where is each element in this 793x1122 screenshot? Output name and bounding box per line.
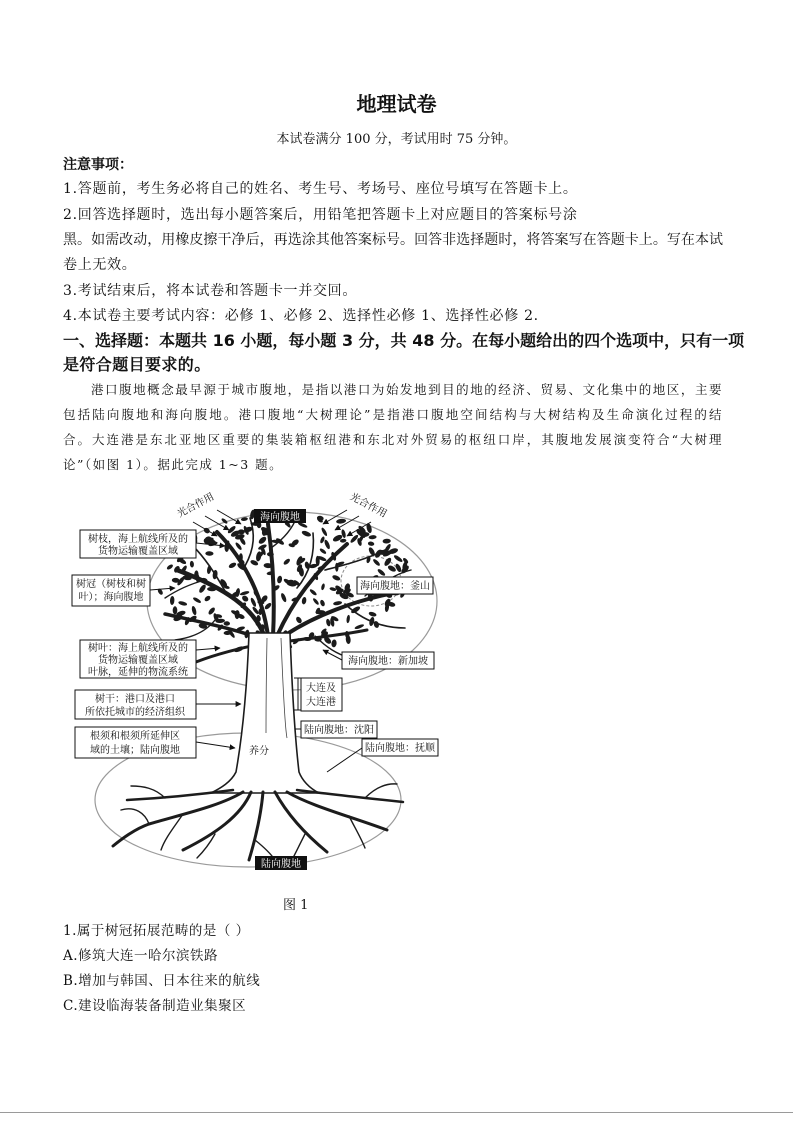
leaf: [368, 535, 376, 540]
leaf: [166, 563, 174, 570]
tree-trunk: [211, 633, 319, 793]
leaf: [238, 529, 245, 534]
leaf: [170, 596, 175, 605]
leaf: [250, 597, 257, 607]
section-heading-line-2: 是符合题目要求的。: [63, 355, 211, 374]
dalian-label-box: [301, 678, 342, 711]
leaf: [393, 554, 403, 563]
roots-label-line-1: 根须和根须所延伸区: [90, 731, 180, 742]
leaf: [372, 558, 381, 567]
crown-label-box: [72, 575, 150, 606]
leaf-label-line-2: 货物运输覆盖区域: [98, 655, 178, 666]
leaf-label-line-3: 叶脉，延伸的物流系统: [88, 667, 188, 678]
leaf: [257, 535, 267, 545]
notice-line-6: 4.本试卷主要考试内容：必修 1、必修 2、选择性必修 1、选择性必修 2.: [63, 308, 539, 324]
sunlight-arrow: [217, 510, 241, 524]
fushun-label: 陆向腹地：抚顺: [365, 743, 435, 754]
leaf: [301, 597, 307, 605]
leaf: [228, 561, 237, 569]
leaf: [264, 602, 273, 611]
leaf: [368, 611, 377, 617]
question-1-stem: 1.属于树冠拓展范畴的是（ ）: [63, 923, 250, 939]
leaf: [191, 606, 197, 616]
passage-line-3: 合。大连港是东北亚地区重要的集装箱枢纽港和东北对外贸易的枢纽口岸，其腹地发展演变符合“大树理: [63, 432, 723, 447]
dalian-label-line-2: 大连港: [306, 697, 336, 708]
leaf: [382, 538, 390, 543]
leaf: [319, 599, 325, 607]
leaf: [280, 592, 287, 602]
singapore-label: 海向腹地：新加坡: [348, 656, 428, 667]
section-heading-line-1: 一、选择题：本题共 16 小题，每小题 3 分，共 48 分。在每小题给出的四个选项中，只有一项: [63, 331, 745, 350]
leaf: [354, 623, 364, 630]
passage-line-4: 论”（如图 1）。据此完成 1~3 题。: [63, 457, 284, 472]
land-hinterland-bottom-tag: [255, 856, 307, 870]
shenyang-label-box: [301, 721, 377, 738]
question-1-option-c: C.建设临海装备制造业集聚区: [63, 998, 247, 1014]
leaf: [204, 595, 212, 603]
fushun-label-box: [362, 739, 438, 756]
leaf: [205, 551, 213, 556]
leaf: [319, 548, 327, 555]
branch-label-line-2: 货物运输覆盖区域: [98, 546, 178, 557]
branch-label-line-1: 树枝，海上航线所及的: [88, 534, 188, 545]
singapore-label-box: [342, 652, 434, 669]
roots-label-line-2: 域的土壤；陆向腹地: [90, 745, 180, 756]
leaf: [323, 539, 331, 550]
land-hinterland-bottom-label: 陆向腹地: [261, 859, 301, 870]
notice-line-4: 卷上无效。: [63, 257, 137, 273]
photosynthesis-left-label: 光合作用: [175, 491, 217, 521]
leaf-label-box: [80, 640, 196, 678]
busan-label-box: [357, 577, 433, 594]
leaf: [301, 530, 312, 538]
crown-label-line-1: 树冠（树枝和树: [76, 579, 146, 590]
leaf: [319, 536, 325, 544]
leaf: [198, 584, 207, 594]
photosynthesis-right-label: 光合作用: [347, 491, 389, 521]
leaf: [241, 594, 250, 602]
figure-caption: 图 1: [283, 898, 309, 913]
leaf: [233, 645, 244, 653]
leaf: [234, 542, 242, 551]
exam-subtitle: 本试卷满分 100 分，考试用时 75 分钟。: [276, 132, 517, 147]
sea-hinterland-top-tag: [254, 509, 306, 523]
question-1-option-a: A.修筑大连一哈尔滨铁路: [63, 948, 219, 964]
leaf: [332, 574, 341, 581]
notice-line-2: 2.回答选择题时，选出每小题答案后，用铅笔把答题卡上对应题目的答案标号涂: [63, 207, 578, 223]
trunk-label-box: [75, 690, 196, 719]
notice-heading: 注意事项：: [63, 157, 133, 173]
passage-line-2: 包括陆向腹地和海向腹地。港口腹地“大树理论”是指港口腹地空间结构与大树结构及生命演化过程的结: [63, 407, 723, 422]
leaf: [192, 596, 201, 604]
leaf: [331, 639, 337, 647]
leaf: [312, 597, 320, 605]
leaf: [336, 518, 346, 524]
leaf-label-line-1: 树叶：海上航线所及的: [88, 643, 188, 654]
port-hinterland-tree-diagram: [65, 488, 445, 880]
notice-line-1: 1.答题前，考生务必将自己的姓名、考生号、考场号、座位号填写在答题卡上。: [63, 181, 578, 197]
leaf: [224, 621, 230, 625]
passage-line-1: 港口腹地概念最早源于城市腹地，是指以港口为始发地到目的地的经济、贸易、文化集中的地区，主要: [91, 382, 723, 397]
trunk-label-line-2: 所依托城市的经济组织: [85, 707, 185, 718]
nutrients-label: 养分: [249, 746, 269, 757]
dalian-label-line-1: 大连及: [306, 683, 336, 694]
notice-line-5: 3.考试结束后，将本试卷和答题卡一并交回。: [63, 283, 358, 299]
leaf: [320, 527, 328, 537]
question-1-option-b: B.增加与韩国、日本往来的航线: [63, 973, 261, 989]
leaf: [239, 590, 249, 596]
leaf: [173, 606, 178, 614]
leaf: [346, 615, 350, 624]
crown-label-line-2: 叶）；海向腹地: [78, 592, 144, 603]
notice-line-3: 黑。如需改动，用橡皮擦干净后，再选涂其他答案标号。回答非选择题时，将答案写在答题卡上。写在本试: [63, 232, 723, 248]
roots-label-box: [75, 727, 196, 758]
busan-label: 海向腹地：釜山: [360, 581, 430, 592]
tree-roots: [113, 784, 403, 860]
page-title: 地理试卷: [356, 92, 437, 116]
leaf: [368, 541, 375, 546]
leaf: [206, 565, 211, 574]
leaf: [283, 558, 291, 566]
leaf: [190, 561, 195, 568]
photosynthesis-right: [323, 490, 389, 536]
sea-hinterland-top-label: 海向腹地: [260, 512, 300, 523]
leaf: [387, 564, 397, 573]
leaf: [178, 600, 188, 606]
leaf: [333, 601, 343, 606]
leaf: [277, 575, 283, 583]
trunk-label-line-1: 树干：港口及港口: [95, 694, 175, 705]
leaf: [377, 568, 386, 577]
branch-label-box: [80, 530, 196, 558]
shenyang-label: 陆向腹地：沈阳: [304, 725, 374, 736]
page-bottom-rule: [0, 1112, 793, 1113]
leaf: [309, 588, 318, 596]
leaf: [321, 583, 326, 590]
